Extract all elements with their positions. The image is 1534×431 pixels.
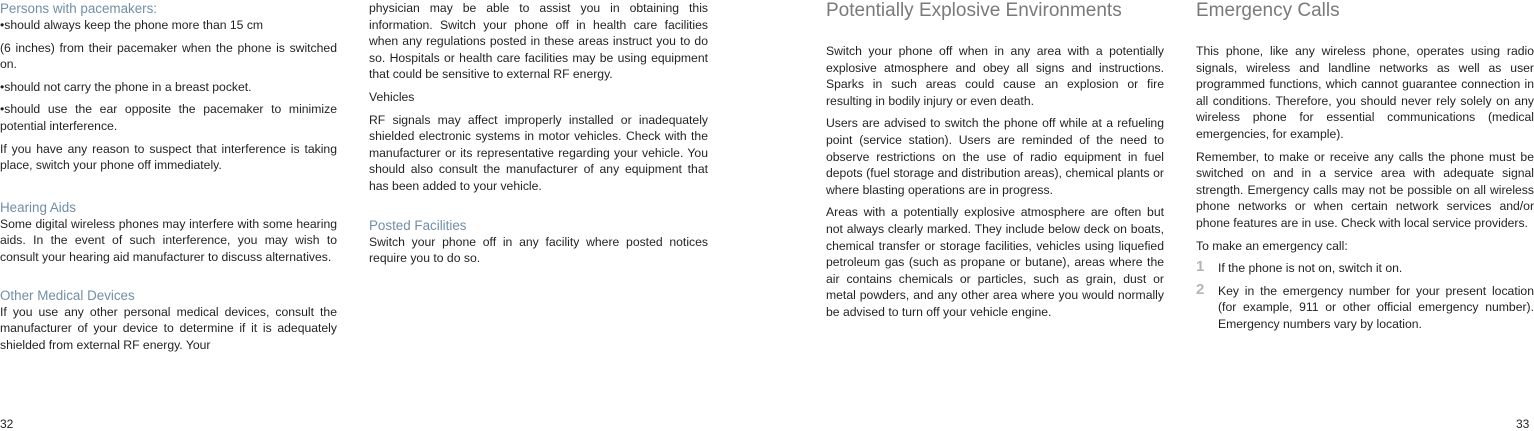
left-page-column-2 (369, 0, 708, 273)
hearing-aids-heading: Hearing Aids (0, 199, 76, 215)
step-text: Key in the emergency number for your present location (for example, 911 or other official emergency number). Emergency numbers vary by location. (1218, 283, 1534, 331)
step-text: If the phone is not on, switch it on. (1218, 261, 1403, 276)
medical-text-continued: physician may be able to assist you in obtaining this information. Switch your phone off in health care facilities when any regulations posted in these areas instruct you to do so. Hospitals or health care facilities may be using equipment that could be sensitive to external RF energy. (369, 1, 708, 82)
posted-facilities-heading: Posted Facilities (369, 217, 467, 233)
pacemaker-heading: Persons with pacemakers: (0, 1, 158, 16)
emergency-para-2: Remember, to make or receive any calls the phone must be switched on and in a service area with adequate signal strength. Emergency calls may not be possible on all wireless phone networks or when certain network services and/or phone features are in use. Check with local service providers. (1196, 149, 1534, 230)
posted-facilities-text: Switch your phone off in any facility where posted notices require you to do so. (369, 234, 708, 266)
right-page-column-1 (826, 0, 1164, 327)
page-number-right: 33 (1516, 417, 1530, 431)
left-page-column-1 (0, 0, 337, 353)
pacemaker-item-1-continued: (6 inches) from their pacemaker when the phone is switched on. (0, 40, 337, 72)
pacemaker-item-2: •should not carry the phone in a breast pocket. (0, 79, 252, 94)
other-medical-devices-heading: Other Medical Devices (0, 287, 135, 303)
explosive-para-3: Areas with a potentially explosive atmosphere are often but not always clearly marked. They include below deck on boats, chemical transfer or storage facilities, vehicles using liquefied petroleum gas (such as propane or butane), areas where the air contains chemicals or particles, such as grain, dust or metal powders, and any other area where you would normally be advised to turn off your vehicle engine. (826, 205, 1164, 319)
explosive-environments-heading: Potentially Explosive Environments (826, 0, 1122, 21)
right-page-column-2 (1196, 0, 1534, 339)
explosive-para-2: Users are advised to switch the phone off while at a refueling point (service station). Users are reminded of the need to observe restrictions on the use of radio equipment in fuel depots (fuel storage and distribution areas), chemical plants or where blasting operations are in progress. (826, 116, 1164, 197)
emergency-calls-heading: Emergency Calls (1196, 0, 1340, 21)
other-medical-devices-text: If you use any other personal medical devices, consult the manufacturer of your device to determine if it is adequately shielded from external RF energy. Your (0, 304, 337, 352)
emergency-intro: To make an emergency call: (1196, 238, 1348, 253)
vehicles-heading: Vehicles (369, 89, 415, 104)
emergency-para-1: This phone, like any wireless phone, operates using radio signals, wireless and landline networks as well as user programmed functions, which cannot guarantee connection in all conditions. Therefore, you should never rely solely on any wireless phone for essential communications (medical emergencies, for example). (1196, 44, 1534, 141)
vehicles-text: RF signals may affect improperly installed or inadequately shielded electronic systems in motor vehicles. Check with the manufacturer or its representative regarding your vehicle. You should also consult the manufacturer of any equipment that has been added to your vehicle. (369, 112, 708, 193)
step-number: 1 (1196, 258, 1205, 276)
emergency-step (1196, 260, 1534, 277)
hearing-aids-text: Some digital wireless phones may interfere with some hearing aids. In the event of such interference, you may wish to consult your hearing aid manufacturer to discuss alternatives. (0, 216, 337, 264)
pacemaker-advice: If you have any reason to suspect that interference is taking place, switch your phone off immediately. (0, 141, 337, 173)
emergency-step (1196, 280, 1534, 333)
pacemaker-item-1: •should always keep the phone more than 15 cm (0, 18, 264, 32)
emergency-steps (1196, 260, 1534, 332)
step-number: 2 (1196, 280, 1205, 298)
page-number-left: 32 (0, 417, 14, 431)
pacemaker-item-3: •should use the ear opposite the pacemaker to minimize potential interference. (0, 102, 337, 133)
explosive-para-1: Switch your phone off when in any area with a potentially explosive atmosphere and obey all signs and instructions. Sparks in such areas could cause an explosion or fire resulting in bodily injury or even death. (826, 44, 1164, 108)
